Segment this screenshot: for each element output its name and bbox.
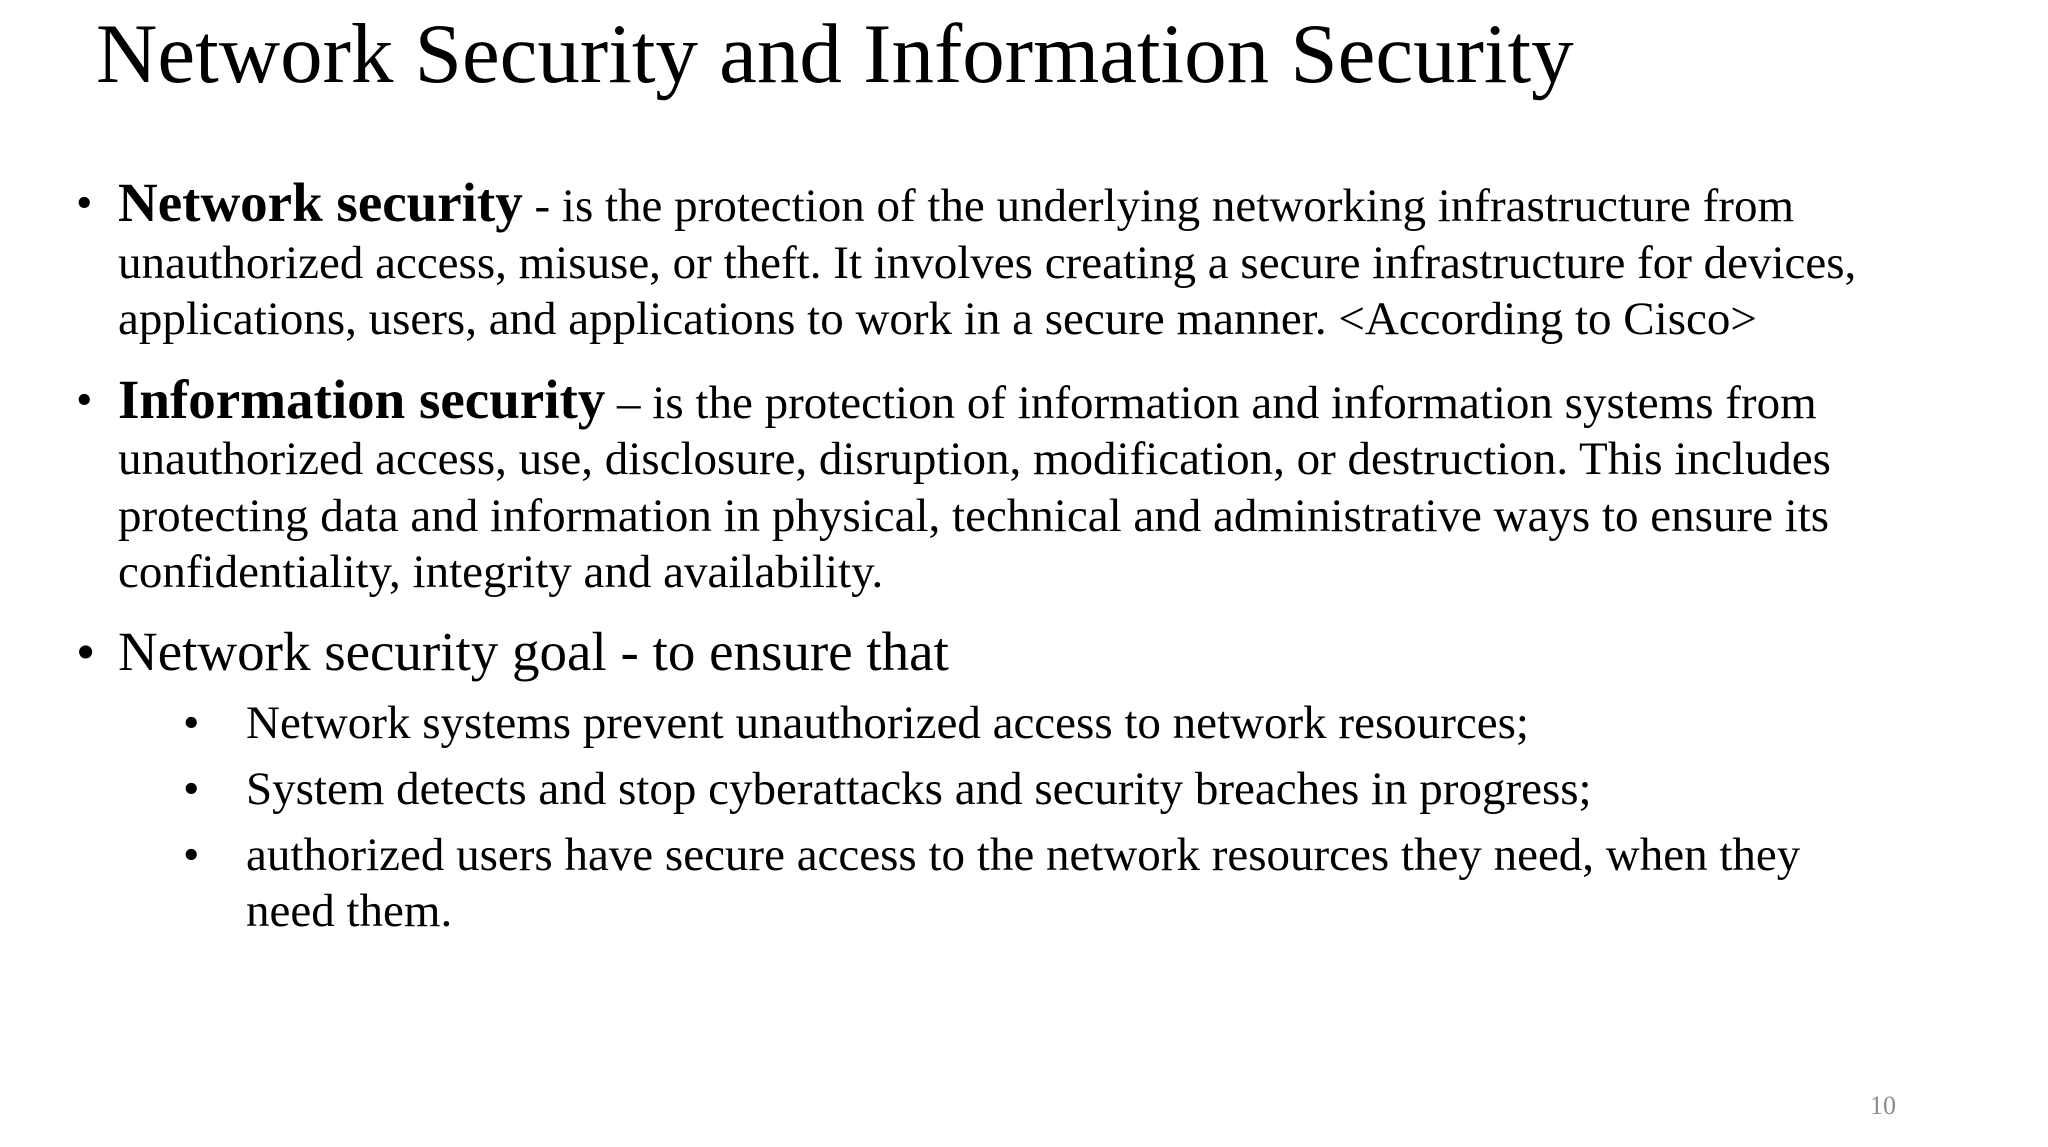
definition-information-security: – is the protection of information and information systems from unauthorized access, use, disclosure, disruption, modification, or destruction. This includes protecting data and information in physical, technical and administrative ways to ensure its confidentiality, integrity and availability.: [118, 376, 1831, 598]
goal-heading: Network security goal - to ensure that: [118, 620, 949, 682]
bullet-network-security: [0, 172, 1958, 348]
bullet-marker: •: [76, 620, 96, 682]
goal-sublist: [0, 695, 2048, 939]
term-network-security: Network security: [118, 172, 523, 233]
sub-bullet-text: authorized users have secure access to the network resources they need, when they need them.: [246, 828, 1801, 937]
bullet-information-security: [0, 368, 1958, 601]
sub-bullet-item: [0, 761, 1886, 817]
sub-bullet-item: [0, 695, 1886, 751]
sub-bullet-marker: •: [183, 696, 200, 749]
slide-title: Network Security and Information Security: [96, 7, 1574, 101]
page-number: 10: [1870, 1091, 1896, 1120]
slide-content: [0, 172, 2048, 939]
term-information-security: Information security: [118, 368, 606, 430]
bullet-network-security-goal: [0, 619, 1958, 685]
sub-bullet-text: Network systems prevent unauthorized access to network resources;: [246, 696, 1529, 749]
sub-bullet-item: [0, 827, 1886, 939]
bullet-marker: •: [76, 177, 93, 229]
definition-network-security: - is the protection of the underlying networking infrastructure from unauthorized access, misuse, or theft. It involves creating a secure infrastructure for devices, applications, users, and applications to work in a secure manner. <According to Cisco>: [118, 180, 1857, 345]
sub-bullet-marker: •: [183, 828, 200, 881]
bullet-marker: •: [76, 373, 93, 426]
sub-bullet-marker: •: [183, 762, 200, 815]
sub-bullet-text: System detects and stop cyberattacks and security breaches in progress;: [246, 762, 1592, 815]
